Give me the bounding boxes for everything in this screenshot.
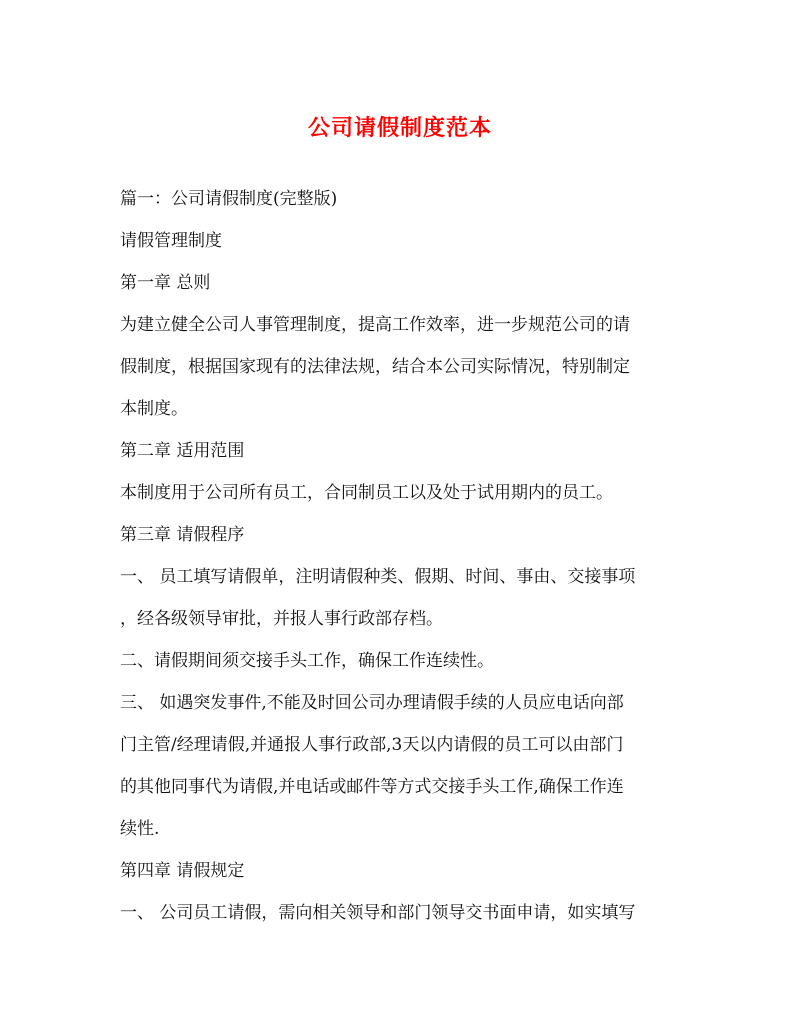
text-line-list-item: 一、 员工填写请假单，注明请假种类、假期、时间、事由、交接事项 (120, 567, 636, 587)
text-line-list-continuation: 的其他同事代为请假,并电话或邮件等方式交接手头工作,确保工作连 (120, 777, 624, 797)
text-line-section-heading: 篇一：公司请假制度(完整版) (120, 189, 338, 209)
text-line-paragraph: 假制度，根据国家现有的法律法规，结合本公司实际情况，特别制定 (120, 357, 630, 377)
text-line-list-continuation: 续性. (120, 819, 160, 839)
text-line-list-item: 一、 公司员工请假，需向相关领导和部门领导交书面申请，如实填写 (120, 903, 636, 923)
text-line-list-item: 二、请假期间须交接手头工作，确保工作连续性。 (120, 651, 494, 671)
text-line-list-item: 三、 如遇突发事件,不能及时回公司办理请假手续的人员应电话向部 (120, 693, 624, 713)
text-line-policy-name: 请假管理制度 (120, 231, 222, 251)
text-line-chapter-2: 第二章 适用范围 (120, 441, 245, 461)
text-line-list-continuation: 门主管/经理请假,并通报人事行政部,3天以内请假的员工可以由部门 (120, 735, 624, 755)
text-line-chapter-1: 第一章 总则 (120, 273, 211, 293)
text-line-paragraph: 本制度。 (120, 399, 188, 419)
text-line-chapter-3: 第三章 请假程序 (120, 525, 245, 545)
text-line-list-continuation: ，经各级领导审批，并报人事行政部存档。 (120, 609, 443, 629)
document-title: 公司请假制度范本 (307, 115, 492, 141)
text-line-paragraph: 为建立健全公司人事管理制度，提高工作效率，进一步规范公司的请 (120, 315, 630, 335)
text-line-chapter-4: 第四章 请假规定 (120, 861, 245, 881)
text-line-paragraph: 本制度用于公司所有员工，合同制员工以及处于试用期内的员工。 (120, 483, 613, 503)
document-body (120, 178, 685, 934)
